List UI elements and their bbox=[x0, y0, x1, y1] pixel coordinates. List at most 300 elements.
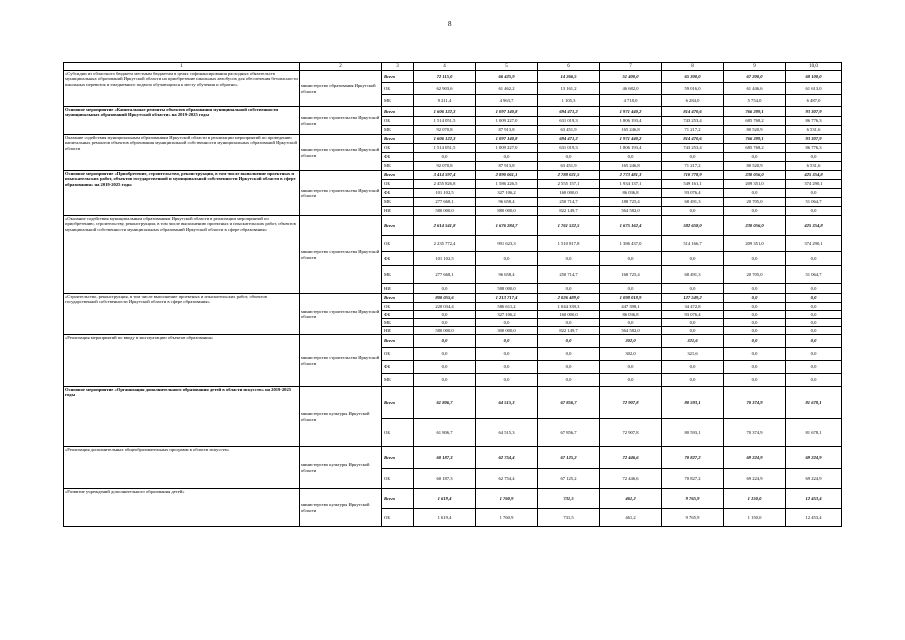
amount-cell: 0,0 bbox=[786, 319, 842, 327]
amount-cell: 0,0 bbox=[662, 252, 724, 266]
amount-cell: 61 613,0 bbox=[786, 83, 842, 95]
funding-source: Всего bbox=[382, 216, 414, 236]
amount-cell: 1 971 440,2 bbox=[600, 107, 662, 117]
program-title: «Реализация мероприятий по вводу в эксплуатацию объектов образования» bbox=[64, 335, 300, 387]
amount-cell: 69 224,9 bbox=[786, 447, 842, 469]
amount-cell: 6 284,0 bbox=[662, 95, 724, 107]
amount-cell: 220 034,4 bbox=[414, 303, 476, 311]
amount-cell: 101 102,5 bbox=[414, 189, 476, 198]
amount-cell: 1 619,4 bbox=[414, 489, 476, 509]
amount-cell: 1 105,3 bbox=[538, 95, 600, 107]
amount-cell: 814 470,6 bbox=[662, 135, 724, 144]
program-title: «Развитие учреждений дополнительного образования детей» bbox=[64, 489, 300, 527]
amount-cell: 731,5 bbox=[538, 509, 600, 527]
budget-table bbox=[63, 62, 842, 527]
amount-cell: 564 582,0 bbox=[600, 207, 662, 216]
program-title: «Строительство, реконструкция, в том числе выполнение проектных и изыскательских работ, объектов государственной собственности Иркутской области в сфере образования» bbox=[64, 294, 300, 335]
amount-cell: 6 531,6 bbox=[786, 162, 842, 171]
amount-cell: 72 446,6 bbox=[600, 447, 662, 469]
amount-cell: 0,0 bbox=[538, 319, 600, 327]
amount-cell: 327 106,2 bbox=[476, 311, 538, 319]
amount-cell: 80 593,1 bbox=[662, 419, 724, 447]
funding-source: ФБ bbox=[382, 189, 414, 198]
amount-cell: 1 606 122,3 bbox=[414, 107, 476, 117]
amount-cell: 731,5 bbox=[538, 489, 600, 509]
amount-cell: 62 903,6 bbox=[414, 83, 476, 95]
funding-source: ОБ bbox=[382, 236, 414, 252]
responsible-executor: министерство строительства Иркутской области bbox=[300, 171, 382, 216]
amount-cell: 51 400,0 bbox=[600, 71, 662, 83]
responsible-executor: министерство строительства Иркутской области bbox=[300, 107, 382, 135]
amount-cell: 549 161,1 bbox=[662, 180, 724, 189]
amount-cell: 0,0 bbox=[724, 284, 786, 294]
amount-cell: 6 487,0 bbox=[786, 95, 842, 107]
amount-cell: 64 515,3 bbox=[476, 387, 538, 419]
amount-cell: 0,0 bbox=[414, 335, 476, 348]
amount-cell: 67 856,7 bbox=[538, 387, 600, 419]
funding-source: ФБ bbox=[382, 361, 414, 374]
amount-cell: 93 076,4 bbox=[662, 189, 724, 198]
amount-cell: 230 056,0 bbox=[724, 216, 786, 236]
amount-cell: 70 827,2 bbox=[662, 447, 724, 469]
amount-cell: 68 100,0 bbox=[786, 71, 842, 83]
amount-cell: 2 773 481,3 bbox=[600, 171, 662, 180]
table-row bbox=[64, 335, 842, 348]
amount-cell: 694 471,2 bbox=[538, 107, 600, 117]
amount-cell: 0,0 bbox=[786, 284, 842, 294]
amount-cell: 0,0 bbox=[662, 319, 724, 327]
header-cell: 1 bbox=[64, 63, 300, 71]
amount-cell: 0,0 bbox=[786, 374, 842, 387]
amount-cell: 63 451,9 bbox=[538, 162, 600, 171]
funding-source: МБ bbox=[382, 198, 414, 207]
amount-cell: 0,0 bbox=[724, 207, 786, 216]
amount-cell: 80 520,9 bbox=[724, 126, 786, 135]
amount-cell: 12 453,4 bbox=[786, 489, 842, 509]
amount-cell: 277 668,1 bbox=[414, 198, 476, 207]
funding-source: Всего bbox=[382, 171, 414, 180]
amount-cell: 12 453,4 bbox=[786, 509, 842, 527]
amount-cell: 69 224,9 bbox=[724, 469, 786, 489]
amount-cell: 165 246,8 bbox=[600, 162, 662, 171]
amount-cell: 86 036,8 bbox=[600, 311, 662, 319]
amount-cell: 588 000,0 bbox=[476, 284, 538, 294]
responsible-executor: министерство строительства Иркутской области bbox=[300, 294, 382, 335]
header-cell: 2 bbox=[300, 63, 382, 71]
amount-cell: 1 806 193,4 bbox=[600, 117, 662, 126]
amount-cell: 96 658,4 bbox=[476, 266, 538, 284]
amount-cell: 51 064,7 bbox=[786, 266, 842, 284]
amount-cell: 0,0 bbox=[662, 153, 724, 162]
amount-cell: 2 555 157,1 bbox=[538, 180, 600, 189]
amount-cell: 1 619,4 bbox=[414, 509, 476, 527]
amount-cell: 86 776,3 bbox=[786, 117, 842, 126]
amount-cell: 93 307,9 bbox=[786, 107, 842, 117]
amount-cell: 582 658,0 bbox=[662, 216, 724, 236]
table-row bbox=[64, 447, 842, 469]
amount-cell: 92 070,8 bbox=[414, 126, 476, 135]
funding-source: ФБ bbox=[382, 252, 414, 266]
amount-cell: 69 224,9 bbox=[786, 469, 842, 489]
funding-source: ОБ bbox=[382, 180, 414, 189]
amount-cell: 0,0 bbox=[538, 348, 600, 361]
amount-cell: 1 386 437,0 bbox=[600, 236, 662, 252]
amount-cell: 66 425,9 bbox=[476, 71, 538, 83]
funding-source: Всего bbox=[382, 335, 414, 348]
table-row bbox=[64, 135, 842, 144]
amount-cell: 51 064,7 bbox=[786, 198, 842, 207]
amount-cell: 230 056,0 bbox=[724, 171, 786, 180]
amount-cell: 0,0 bbox=[786, 361, 842, 374]
funding-source: МБ bbox=[382, 319, 414, 327]
funding-source: Всего bbox=[382, 489, 414, 509]
amount-cell: 127 549,2 bbox=[662, 294, 724, 303]
amount-cell: 0,0 bbox=[786, 153, 842, 162]
amount-cell: 0,0 bbox=[662, 284, 724, 294]
funding-source: ОБ bbox=[382, 348, 414, 361]
amount-cell: 2 788 021,5 bbox=[538, 171, 600, 180]
amount-cell: 0,0 bbox=[538, 284, 600, 294]
amount-cell: 0,0 bbox=[538, 252, 600, 266]
amount-cell: 6 531,6 bbox=[786, 126, 842, 135]
amount-cell: 743 253,4 bbox=[662, 117, 724, 126]
header-cell: 5 bbox=[476, 63, 538, 71]
table-row bbox=[64, 294, 842, 303]
funding-source: ОБ bbox=[382, 303, 414, 311]
amount-cell: 250 714,7 bbox=[538, 266, 600, 284]
amount-cell: 168 725,4 bbox=[600, 266, 662, 284]
amount-cell: 3 414 597,4 bbox=[414, 171, 476, 180]
amount-cell: 0,0 bbox=[724, 374, 786, 387]
table-row bbox=[64, 171, 842, 180]
responsible-executor: министерство культуры Иркутской области bbox=[300, 387, 382, 447]
amount-cell: 766 289,1 bbox=[724, 107, 786, 117]
amount-cell: 0,0 bbox=[724, 335, 786, 348]
amount-cell: 209 351,0 bbox=[724, 180, 786, 189]
amount-cell: 631 019,3 bbox=[538, 144, 600, 153]
amount-cell: 822 149,7 bbox=[538, 327, 600, 335]
amount-cell: 72 907,8 bbox=[600, 387, 662, 419]
amount-cell: 586 611,2 bbox=[476, 303, 538, 311]
responsible-executor: министерство строительства Иркутской области bbox=[300, 216, 382, 294]
amount-cell: 0,0 bbox=[538, 361, 600, 374]
amount-cell: 694 471,2 bbox=[538, 135, 600, 144]
amount-cell: 20 705,0 bbox=[724, 198, 786, 207]
amount-cell: 13 161,2 bbox=[538, 83, 600, 95]
amount-cell: 71 217,2 bbox=[662, 126, 724, 135]
amount-cell: 800 055,6 bbox=[414, 294, 476, 303]
amount-cell: 1 150,0 bbox=[724, 489, 786, 509]
amount-cell: 1 760,9 bbox=[476, 489, 538, 509]
amount-cell: 302,0 bbox=[600, 348, 662, 361]
amount-cell: 0,0 bbox=[786, 311, 842, 319]
amount-cell: 1 806 193,4 bbox=[600, 144, 662, 153]
amount-cell: 0,0 bbox=[476, 319, 538, 327]
amount-cell: 68 491,3 bbox=[662, 266, 724, 284]
amount-cell: 321,6 bbox=[662, 335, 724, 348]
amount-cell: 0,0 bbox=[414, 319, 476, 327]
program-title: «Оказание содействия муниципальным образованиям Иркутской области в реализации мероприятий по приобретению, строительству, реконструкции, в том числе выполнению проектных и изыскательских работ, объектов муниципальной собственности муниципальных образований Иркутской области в сфере образования» bbox=[64, 216, 300, 294]
amount-cell: 0,0 bbox=[662, 374, 724, 387]
amount-cell: 327 106,2 bbox=[476, 189, 538, 198]
amount-cell: 61 462,2 bbox=[476, 83, 538, 95]
amount-cell: 0,0 bbox=[600, 361, 662, 374]
amount-cell: 991 623,3 bbox=[476, 236, 538, 252]
amount-cell: 0,0 bbox=[724, 189, 786, 198]
amount-cell: 87 913,8 bbox=[476, 126, 538, 135]
amount-cell: 0,0 bbox=[538, 335, 600, 348]
header-cell: 4 bbox=[414, 63, 476, 71]
amount-cell: 80 593,1 bbox=[662, 387, 724, 419]
amount-cell: 631 019,3 bbox=[538, 117, 600, 126]
amount-cell: 1 510 817,8 bbox=[538, 236, 600, 252]
amount-cell: 9 765,9 bbox=[662, 489, 724, 509]
amount-cell: 0,0 bbox=[724, 348, 786, 361]
amount-cell: 1 675 162,4 bbox=[600, 216, 662, 236]
amount-cell: 461,2 bbox=[600, 489, 662, 509]
responsible-executor: министерство культуры Иркутской области bbox=[300, 489, 382, 527]
amount-cell: 61 446,6 bbox=[724, 83, 786, 95]
header-cell: 9 bbox=[724, 63, 786, 71]
funding-source: Всего bbox=[382, 71, 414, 83]
amount-cell: 822 149,7 bbox=[538, 207, 600, 216]
program-title: Основное мероприятие «Организация дополнительного образования детей в области искусств» на 2019-2025 годы bbox=[64, 387, 300, 447]
amount-cell: 880 000,0 bbox=[476, 207, 538, 216]
amount-cell: 4 963,7 bbox=[476, 95, 538, 107]
amount-cell: 0,0 bbox=[724, 252, 786, 266]
amount-cell: 425 354,8 bbox=[786, 216, 842, 236]
amount-cell: 0,0 bbox=[476, 252, 538, 266]
amount-cell: 277 668,1 bbox=[414, 266, 476, 284]
amount-cell: 86 036,8 bbox=[600, 189, 662, 198]
amount-cell: 165 246,8 bbox=[600, 126, 662, 135]
funding-source: МБ bbox=[382, 374, 414, 387]
amount-cell: 0,0 bbox=[724, 319, 786, 327]
funding-source: МБ bbox=[382, 95, 414, 107]
amount-cell: 67 125,2 bbox=[538, 469, 600, 489]
amount-cell: 93 307,9 bbox=[786, 135, 842, 144]
amount-cell: 0,0 bbox=[724, 303, 786, 311]
amount-cell: 0,0 bbox=[786, 327, 842, 335]
amount-cell: 321,6 bbox=[662, 348, 724, 361]
amount-cell: 65 300,0 bbox=[662, 71, 724, 83]
amount-cell: 0,0 bbox=[600, 374, 662, 387]
amount-cell: 0,0 bbox=[600, 252, 662, 266]
amount-cell: 93 076,4 bbox=[662, 311, 724, 319]
amount-cell: 0,0 bbox=[662, 207, 724, 216]
amount-cell: 1 098 018,9 bbox=[600, 294, 662, 303]
amount-cell: 1 971 440,2 bbox=[600, 135, 662, 144]
page-number: 8 bbox=[448, 20, 452, 28]
amount-cell: 1 761 532,5 bbox=[538, 216, 600, 236]
amount-cell: 300 000,0 bbox=[476, 327, 538, 335]
amount-cell: 71 217,2 bbox=[662, 162, 724, 171]
amount-cell: 1 934 137,1 bbox=[600, 180, 662, 189]
amount-cell: 72 115,0 bbox=[414, 71, 476, 83]
amount-cell: 68 491,3 bbox=[662, 198, 724, 207]
funding-source: ФБ bbox=[382, 311, 414, 319]
amount-cell: 0,0 bbox=[724, 327, 786, 335]
program-title: «Субсидии из областного бюджета местным бюджетам в целях софинансирования расходных обязательств муниципальных образований Иркутской области на приобретение школьных автобусов для обеспечения безопасности школьных перевозок и ежедневного подвоза обучающихся к месту обучения и обратно» bbox=[64, 71, 300, 107]
amount-cell: 0,0 bbox=[476, 153, 538, 162]
amount-cell: 63 451,9 bbox=[538, 126, 600, 135]
amount-cell: 0,0 bbox=[476, 348, 538, 361]
amount-cell: 62 754,4 bbox=[476, 469, 538, 489]
amount-cell: 374 290,1 bbox=[786, 236, 842, 252]
amount-cell: 209 351,0 bbox=[724, 236, 786, 252]
amount-cell: 81 678,1 bbox=[786, 387, 842, 419]
funding-source: Всего bbox=[382, 135, 414, 144]
amount-cell: 9 765,9 bbox=[662, 509, 724, 527]
amount-cell: 0,0 bbox=[786, 207, 842, 216]
amount-cell: 0,0 bbox=[662, 327, 724, 335]
amount-cell: 0,0 bbox=[600, 284, 662, 294]
amount-cell: 70 374,9 bbox=[724, 387, 786, 419]
amount-cell: 685 768,2 bbox=[724, 117, 786, 126]
funding-source: НИ bbox=[382, 284, 414, 294]
amount-cell: 0,0 bbox=[724, 311, 786, 319]
amount-cell: 685 768,2 bbox=[724, 144, 786, 153]
amount-cell: 2 026 489,0 bbox=[538, 294, 600, 303]
amount-cell: 425 354,8 bbox=[786, 171, 842, 180]
amount-cell: 72 446,6 bbox=[600, 469, 662, 489]
amount-cell: 447 398,1 bbox=[600, 303, 662, 311]
amount-cell: 64 515,3 bbox=[476, 419, 538, 447]
amount-cell: 0,0 bbox=[724, 153, 786, 162]
program-title: Оказание содействия муниципальным образованиям Иркутской области в реализации мероприятий по проведению капитальных ремонтов объектов образования муниципальной собственности муниципальных образований Иркутской области bbox=[64, 135, 300, 171]
amount-cell: 86 776,3 bbox=[786, 144, 842, 153]
amount-cell: 60 187,3 bbox=[414, 447, 476, 469]
amount-cell: 5 754,0 bbox=[724, 95, 786, 107]
amount-cell: 1 009 227,0 bbox=[476, 117, 538, 126]
amount-cell: 0,0 bbox=[414, 153, 476, 162]
amount-cell: 59 016,0 bbox=[662, 83, 724, 95]
amount-cell: 80 520,9 bbox=[724, 162, 786, 171]
amount-cell: 0,0 bbox=[786, 303, 842, 311]
amount-cell: 374 290,1 bbox=[786, 180, 842, 189]
funding-source: ОБ bbox=[382, 117, 414, 126]
table-row bbox=[64, 489, 842, 509]
amount-cell: 2 890 061,1 bbox=[476, 171, 538, 180]
amount-cell: 0,0 bbox=[786, 189, 842, 198]
amount-cell: 250 714,7 bbox=[538, 198, 600, 207]
amount-cell: 0,0 bbox=[724, 361, 786, 374]
amount-cell: 1 097 140,8 bbox=[476, 135, 538, 144]
table-row bbox=[64, 71, 842, 83]
amount-cell: 0,0 bbox=[476, 335, 538, 348]
amount-cell: 69 224,9 bbox=[724, 447, 786, 469]
header-cell: 6 bbox=[538, 63, 600, 71]
amount-cell: 0,0 bbox=[786, 252, 842, 266]
responsible-executor: министерство строительства Иркутской области bbox=[300, 135, 382, 171]
funding-source: ФБ bbox=[382, 153, 414, 162]
amount-cell: 46 682,0 bbox=[600, 83, 662, 95]
funding-source: МБ bbox=[382, 126, 414, 135]
amount-cell: 1 514 051,5 bbox=[414, 144, 476, 153]
amount-cell: 87 913,8 bbox=[476, 162, 538, 171]
amount-cell: 580 000,0 bbox=[414, 207, 476, 216]
header-cell: 3 bbox=[382, 63, 414, 71]
amount-cell: 0,0 bbox=[414, 348, 476, 361]
amount-cell: 0,0 bbox=[786, 335, 842, 348]
amount-cell: 0,0 bbox=[662, 361, 724, 374]
funding-source: ОБ bbox=[382, 83, 414, 95]
amount-cell: 72 907,8 bbox=[600, 419, 662, 447]
amount-cell: 34 472,8 bbox=[662, 303, 724, 311]
amount-cell: 743 253,4 bbox=[662, 144, 724, 153]
funding-source: Всего bbox=[382, 294, 414, 303]
funding-source: ОБ bbox=[382, 144, 414, 153]
funding-source: ОБ bbox=[382, 509, 414, 527]
amount-cell: 67 200,0 bbox=[724, 71, 786, 83]
amount-cell: 0,0 bbox=[786, 294, 842, 303]
amount-cell: 0,0 bbox=[538, 374, 600, 387]
amount-cell: 814 470,6 bbox=[662, 107, 724, 117]
amount-cell: 70 374,9 bbox=[724, 419, 786, 447]
program-title: Основное мероприятие «Приобретение, строительство, реконструкция, в том числе выполнение проектных и изыскательских работ, объектов государственной и муниципальной собственности Иркутской области в сфере образования» на 2019-2025 годы bbox=[64, 171, 300, 216]
amount-cell: 2 455 826,8 bbox=[414, 180, 476, 189]
amount-cell: 1 213 717,4 bbox=[476, 294, 538, 303]
responsible-executor: министерство культуры Иркутской области bbox=[300, 447, 382, 489]
amount-cell: 2 235 772,4 bbox=[414, 236, 476, 252]
amount-cell: 0,0 bbox=[724, 294, 786, 303]
amount-cell: 62 754,4 bbox=[476, 447, 538, 469]
amount-cell: 0,0 bbox=[600, 153, 662, 162]
amount-cell: 1 009 227,0 bbox=[476, 144, 538, 153]
table-row bbox=[64, 216, 842, 236]
funding-source: Всего bbox=[382, 447, 414, 469]
funding-source: МБ bbox=[382, 162, 414, 171]
amount-cell: 160 000,0 bbox=[538, 189, 600, 198]
amount-cell: 61 806,7 bbox=[414, 387, 476, 419]
program-title: Основное мероприятие «Капитальные ремонты объектов образования муниципальной собственности муниципальных образований Иркутской области» на 2019-2025 годы bbox=[64, 107, 300, 135]
amount-cell: 67 856,7 bbox=[538, 419, 600, 447]
amount-cell: 1 150,0 bbox=[724, 509, 786, 527]
amount-cell: 60 187,3 bbox=[414, 469, 476, 489]
amount-cell: 0,0 bbox=[414, 374, 476, 387]
amount-cell: 0,0 bbox=[414, 311, 476, 319]
amount-cell: 1 044 339,3 bbox=[538, 303, 600, 311]
program-title: «Реализация дополнительных общеобразовательных программ в области искусств» bbox=[64, 447, 300, 489]
funding-source: ОБ bbox=[382, 469, 414, 489]
amount-cell: 101 102,5 bbox=[414, 252, 476, 266]
amount-cell: 0,0 bbox=[476, 374, 538, 387]
amount-cell: 61 806,7 bbox=[414, 419, 476, 447]
amount-cell: 461,2 bbox=[600, 509, 662, 527]
amount-cell: 0,0 bbox=[786, 348, 842, 361]
header-row bbox=[64, 63, 842, 71]
responsible-executor: министерство строительства Иркутской области bbox=[300, 335, 382, 387]
amount-cell: 2 614 541,8 bbox=[414, 216, 476, 236]
amount-cell: 514 166,7 bbox=[662, 236, 724, 252]
amount-cell: 92 070,8 bbox=[414, 162, 476, 171]
header-cell: 7 bbox=[600, 63, 662, 71]
amount-cell: 0,0 bbox=[476, 361, 538, 374]
amount-cell: 14 266,5 bbox=[538, 71, 600, 83]
amount-cell: 81 678,1 bbox=[786, 419, 842, 447]
amount-cell: 302,0 bbox=[600, 335, 662, 348]
amount-cell: 1 760,9 bbox=[476, 509, 538, 527]
funding-source: НИ bbox=[382, 327, 414, 335]
table-row bbox=[64, 387, 842, 419]
amount-cell: 580 000,0 bbox=[414, 327, 476, 335]
table-row bbox=[64, 107, 842, 117]
amount-cell: 0,0 bbox=[414, 284, 476, 294]
amount-cell: 710 778,9 bbox=[662, 171, 724, 180]
amount-cell: 9 211,4 bbox=[414, 95, 476, 107]
funding-source: Всего bbox=[382, 107, 414, 117]
funding-source: Всего bbox=[382, 387, 414, 419]
